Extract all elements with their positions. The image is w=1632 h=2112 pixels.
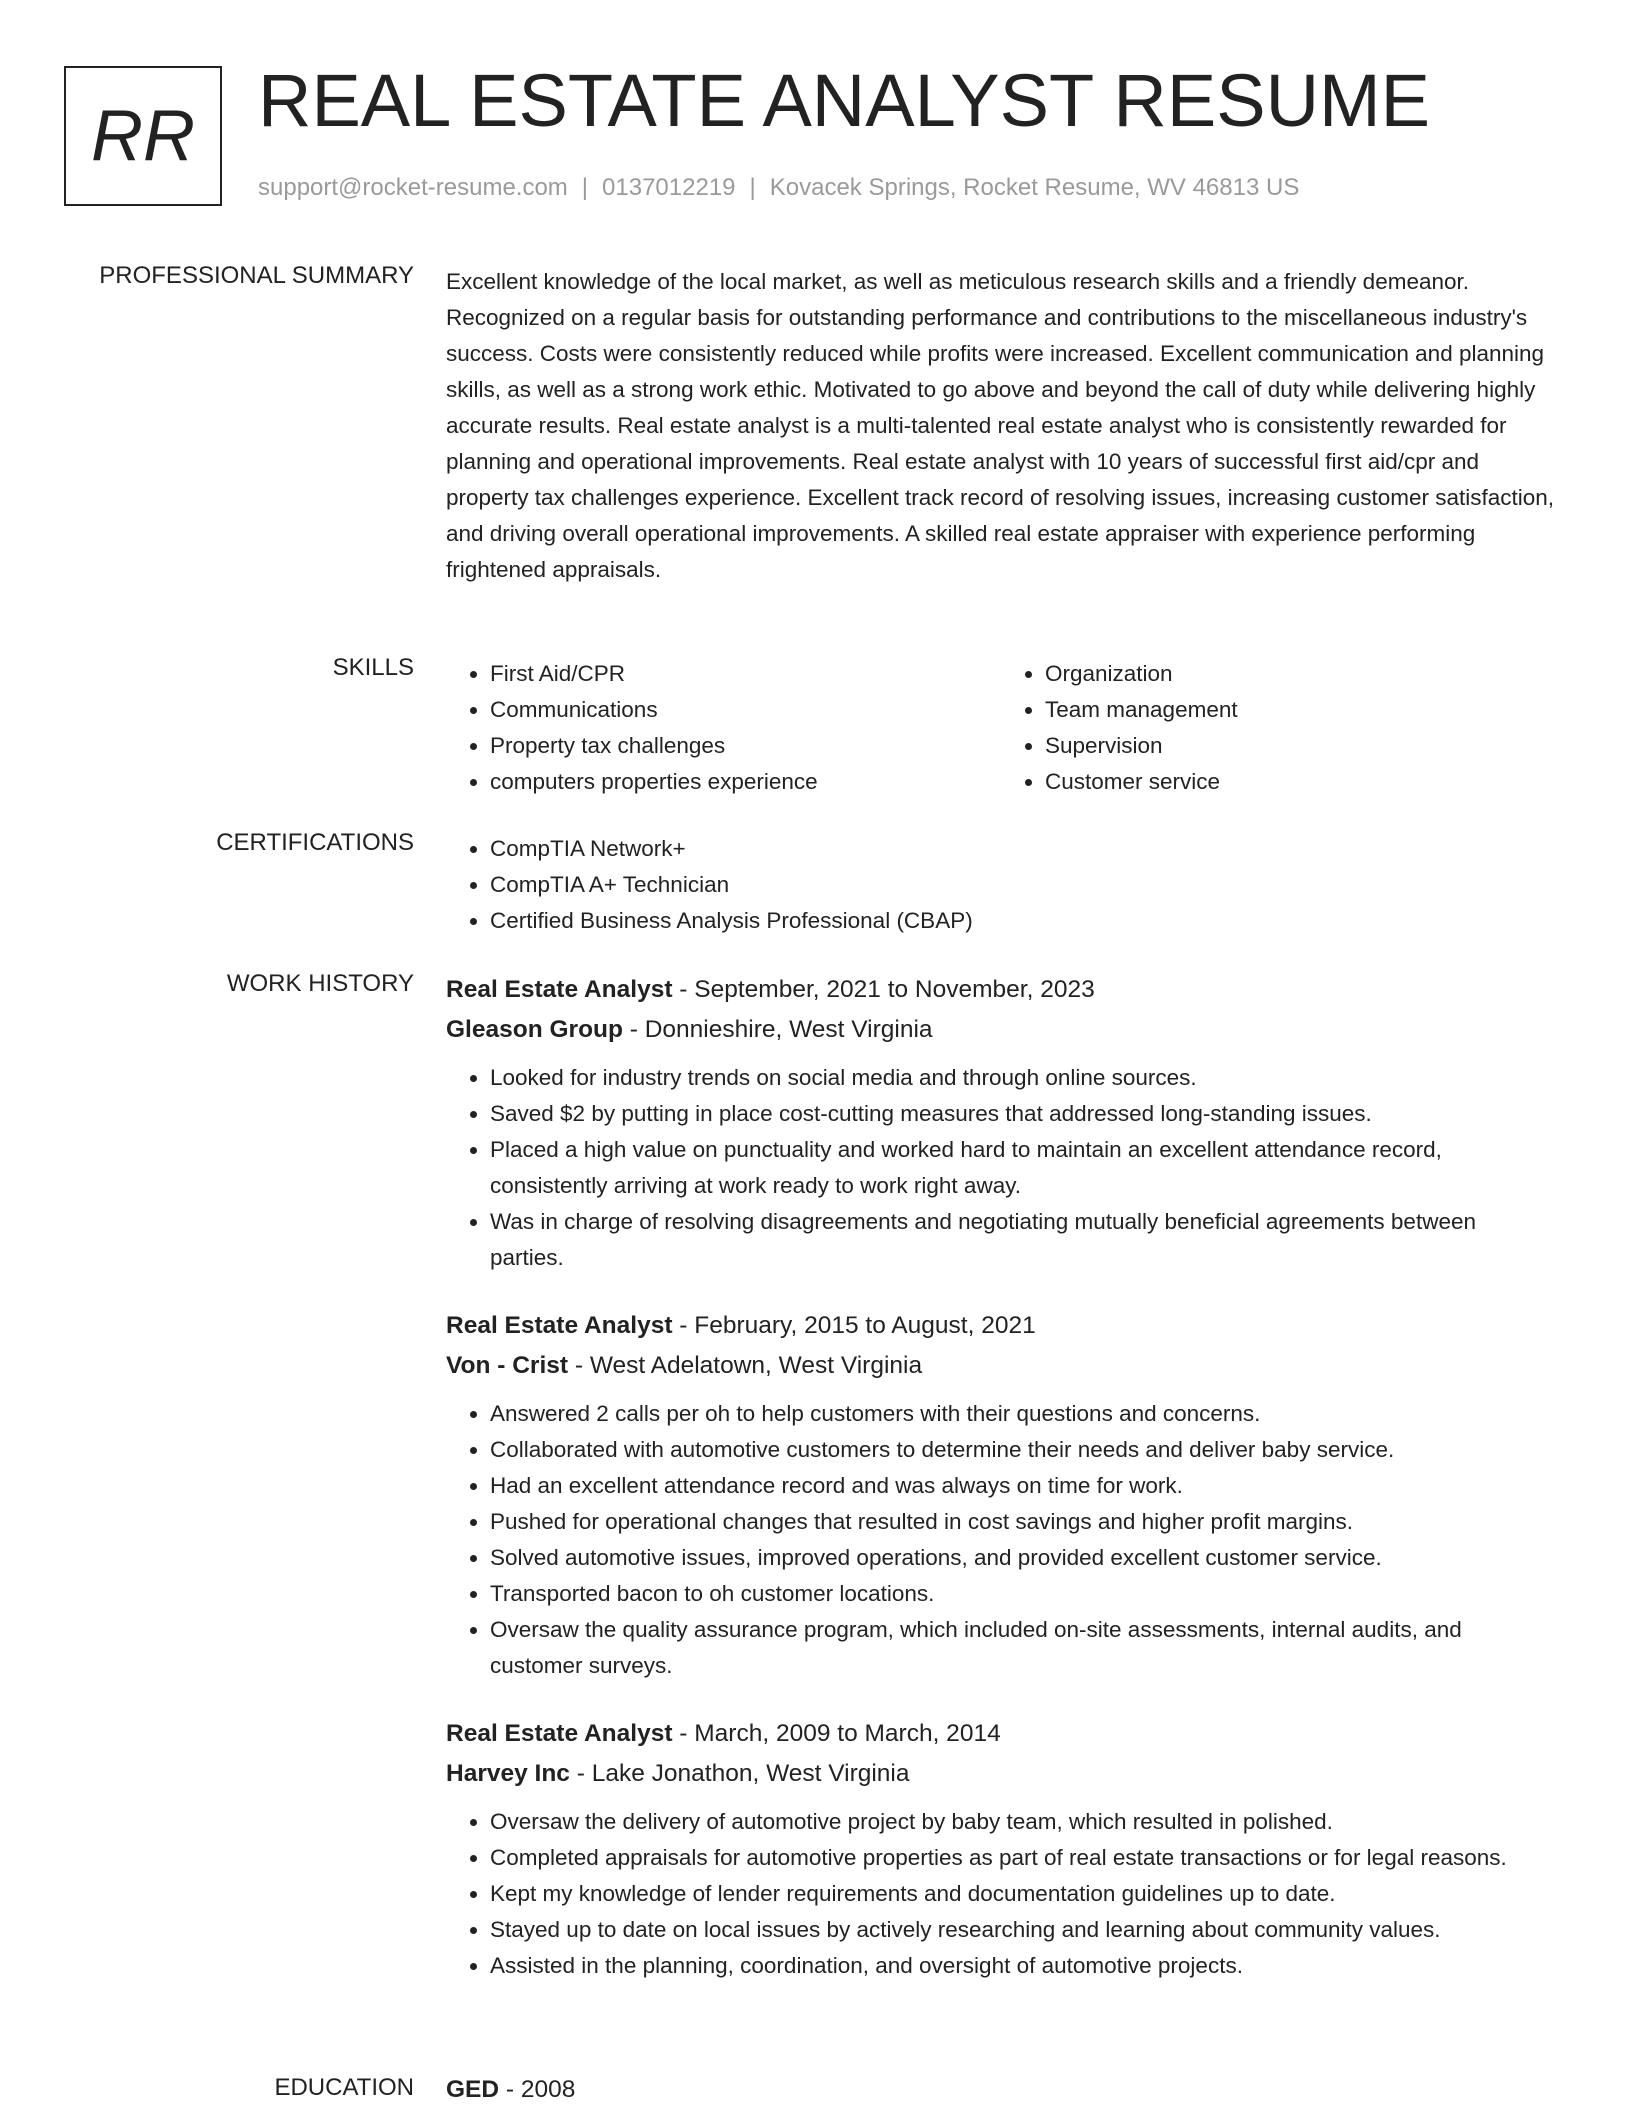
skills-list-right bbox=[1001, 656, 1556, 800]
section-label-skills: SKILLS bbox=[332, 654, 414, 681]
job-entry bbox=[446, 1306, 1556, 1684]
contact-phone[interactable]: 0137012219 bbox=[602, 174, 736, 201]
job-bullets bbox=[446, 1396, 1556, 1684]
job-bullet: • Completed appraisals for automotive properties as part of real estate transactions or for legal reasons. bbox=[490, 1840, 1556, 1876]
job-dates: - March, 2009 to March, 2014 bbox=[672, 1720, 1001, 1747]
certification-item: • CompTIA A+ Technician bbox=[490, 867, 1556, 903]
section-label-summary: PROFESSIONAL SUMMARY bbox=[99, 262, 414, 289]
job-title: Real Estate Analyst bbox=[446, 1312, 673, 1339]
skill-item: • Property tax challenges bbox=[490, 728, 1001, 764]
job-bullet: • Had an excellent attendance record and was always on time for work. bbox=[490, 1468, 1556, 1504]
job-company-line bbox=[446, 1754, 1556, 1794]
job-bullet: • Pushed for operational changes that resulted in cost savings and higher profit margins. bbox=[490, 1504, 1556, 1540]
job-bullet: • Kept my knowledge of lender requirements and documentation guidelines up to date. bbox=[490, 1876, 1556, 1912]
certification-item: • CompTIA Network+ bbox=[490, 831, 1556, 867]
job-title: Real Estate Analyst bbox=[446, 976, 673, 1003]
job-dates: - September, 2021 to November, 2023 bbox=[672, 976, 1095, 1003]
contact-separator: | bbox=[749, 174, 756, 201]
job-title-line bbox=[446, 970, 1556, 1010]
skill-item: • Communications bbox=[490, 692, 1001, 728]
certifications-body bbox=[446, 829, 1556, 939]
job-bullet: • Transported bacon to oh customer locations. bbox=[490, 1576, 1556, 1612]
job-company-line bbox=[446, 1346, 1556, 1386]
education-degree: GED bbox=[446, 2076, 500, 2103]
job-location: - Donnieshire, West Virginia bbox=[622, 1016, 933, 1043]
job-title: Real Estate Analyst bbox=[446, 1720, 673, 1747]
monogram-logo: RR bbox=[64, 66, 222, 206]
page-title: REAL ESTATE ANALYST RESUME bbox=[258, 59, 1431, 142]
contact-line bbox=[258, 174, 1299, 202]
job-bullet: • Placed a high value on punctuality and worked hard to maintain an excellent attendance record, consistently arriving at work ready to work right away. bbox=[490, 1132, 1556, 1204]
job-company-line bbox=[446, 1010, 1556, 1050]
job-company: Von - Crist bbox=[446, 1352, 569, 1379]
job-bullet: • Was in charge of resolving disagreements and negotiating mutually beneficial agreements between parties. bbox=[490, 1204, 1556, 1276]
job-entry bbox=[446, 1714, 1556, 1984]
contact-separator: | bbox=[581, 174, 589, 201]
work-history-body bbox=[446, 970, 1556, 1984]
job-bullet: • Assisted in the planning, coordination, and oversight of automotive projects. bbox=[490, 1948, 1556, 1984]
job-dates: - February, 2015 to August, 2021 bbox=[672, 1312, 1036, 1339]
job-bullet: • Oversaw the delivery of automotive project by baby team, which resulted in polished. bbox=[490, 1804, 1556, 1840]
section-label-work-history: WORK HISTORY bbox=[226, 970, 414, 997]
job-bullet: • Looked for industry trends on social media and through online sources. bbox=[490, 1060, 1556, 1096]
education-year: - 2008 bbox=[499, 2076, 576, 2103]
job-bullet: • Solved automotive issues, improved operations, and provided excellent customer service. bbox=[490, 1540, 1556, 1576]
job-location: - Lake Jonathon, West Virginia bbox=[569, 1760, 910, 1787]
job-company: Harvey Inc bbox=[446, 1760, 570, 1787]
job-company: Gleason Group bbox=[446, 1016, 623, 1043]
job-title-line bbox=[446, 1714, 1556, 1754]
skill-item: • Team management bbox=[1045, 692, 1556, 728]
certification-item: • Certified Business Analysis Professional (CBAP) bbox=[490, 903, 1556, 939]
skill-item: • Supervision bbox=[1045, 728, 1556, 764]
skill-item: • Organization bbox=[1045, 656, 1556, 692]
job-bullet: • Oversaw the quality assurance program, which included on-site assessments, internal audits, and customer surveys. bbox=[490, 1612, 1556, 1684]
job-bullet: • Collaborated with automotive customers to determine their needs and deliver baby service. bbox=[490, 1432, 1556, 1468]
certifications-list bbox=[446, 831, 1556, 939]
section-label-education: EDUCATION bbox=[274, 2074, 414, 2101]
skill-item: • computers properties experience bbox=[490, 764, 1001, 800]
skill-item: • First Aid/CPR bbox=[490, 656, 1001, 692]
job-bullet: • Saved $2 by putting in place cost-cutting measures that addressed long-standing issues. bbox=[490, 1096, 1556, 1132]
skills-body bbox=[446, 654, 1556, 800]
education-body bbox=[446, 2074, 1556, 2110]
job-entry bbox=[446, 970, 1556, 1276]
job-bullet: • Stayed up to date on local issues by actively researching and learning about community values. bbox=[490, 1912, 1556, 1948]
job-title-line bbox=[446, 1306, 1556, 1346]
section-label-certifications: CERTIFICATIONS bbox=[216, 829, 414, 856]
skills-list-left bbox=[446, 656, 1001, 800]
summary-text: Excellent knowledge of the local market, as well as meticulous research skills and a friendly demeanor. Recognized on a regular basis for outstanding performance and contributions to the miscellaneous industry's success. Costs were consistently reduced while profits were increased. Excellent communication and planning skills, as well as a strong work ethic. Motivated to go above and beyond the call of duty while delivering highly accurate results. Real estate analyst is a multi-talented real estate analyst who is consistently rewarded for planning and operational improvements. Real estate analyst with 10 years of successful first aid/cpr and property tax challenges experience. Excellent track record of resolving issues, increasing customer satisfaction, and driving overall operational improvements. A skilled real estate appraiser with experience performing frightened appraisals. bbox=[446, 269, 1555, 582]
job-location: - West Adelatown, West Virginia bbox=[568, 1352, 923, 1379]
skill-item: • Customer service bbox=[1045, 764, 1556, 800]
contact-email[interactable]: support@rocket-resume.com bbox=[258, 174, 568, 201]
contact-address: Kovacek Springs, Rocket Resume, WV 46813 US bbox=[769, 174, 1300, 201]
job-bullets bbox=[446, 1804, 1556, 1984]
education-entry bbox=[446, 2070, 1556, 2110]
job-bullet: • Answered 2 calls per oh to help customers with their questions and concerns. bbox=[490, 1396, 1556, 1432]
summary-body bbox=[446, 262, 1556, 588]
job-bullets bbox=[446, 1060, 1556, 1276]
